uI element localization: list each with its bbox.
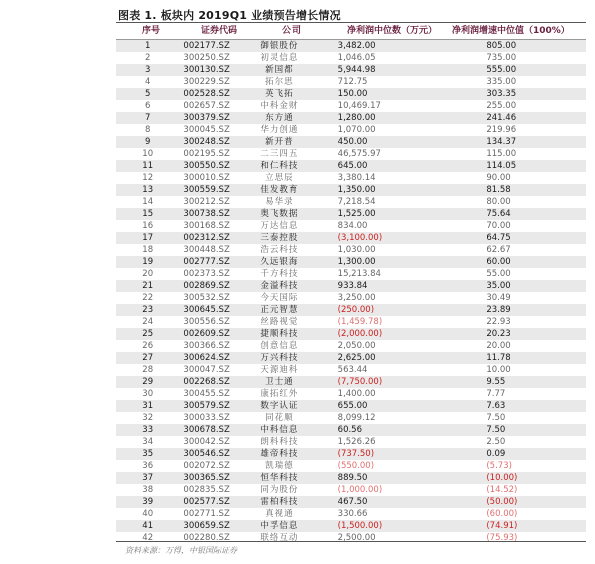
cell-net-profit: (250.00) bbox=[337, 305, 375, 315]
cell-code: 300738.SZ bbox=[183, 209, 230, 219]
cell-company: 立思辰 bbox=[265, 173, 294, 183]
cell-growth: 70.00 bbox=[486, 221, 511, 231]
cell-code: 300624.SZ bbox=[183, 353, 230, 363]
cell-net-profit: (2,000.00) bbox=[337, 329, 383, 339]
cell-code: 002268.SZ bbox=[183, 377, 230, 387]
cell-company: 正元智慧 bbox=[260, 305, 299, 315]
cell-growth: 60.00 bbox=[486, 257, 511, 267]
table-row bbox=[116, 472, 586, 484]
table-row bbox=[116, 520, 586, 532]
cell-net-profit: 5,944.98 bbox=[337, 65, 376, 75]
table-row bbox=[116, 400, 586, 412]
cell-code: 002835.SZ bbox=[183, 485, 230, 495]
cell-net-profit: 1,350.00 bbox=[337, 185, 376, 195]
cell-growth: 90.00 bbox=[486, 173, 511, 183]
cell-growth: 2.50 bbox=[486, 437, 506, 447]
cell-code: 300168.SZ bbox=[183, 221, 230, 231]
cell-growth: 62.67 bbox=[486, 245, 511, 255]
cell-net-profit: 834.00 bbox=[337, 221, 368, 231]
cell-no: 41 bbox=[142, 521, 154, 531]
cell-net-profit: 7,218.54 bbox=[337, 197, 376, 207]
cell-net-profit: 2,625.00 bbox=[337, 353, 376, 363]
cell-net-profit: 1,300.00 bbox=[337, 257, 376, 267]
cell-company: 久远银海 bbox=[260, 257, 299, 267]
cell-growth: (74.91) bbox=[486, 521, 518, 531]
cell-no: 32 bbox=[142, 413, 154, 423]
cell-growth: 7.50 bbox=[486, 413, 506, 423]
cell-company: 凯瑞德 bbox=[265, 461, 294, 471]
table-row bbox=[116, 148, 586, 160]
header-no: 序号 bbox=[141, 26, 160, 36]
cell-no: 26 bbox=[142, 341, 154, 351]
cell-no: 30 bbox=[142, 389, 154, 399]
cell-net-profit: 1,070.00 bbox=[337, 125, 376, 135]
cell-code: 002312.SZ bbox=[183, 233, 230, 243]
header-code: 证券代码 bbox=[200, 26, 237, 36]
cell-company: 中孚信息 bbox=[260, 521, 299, 531]
table-row bbox=[116, 424, 586, 436]
cell-code: 300212.SZ bbox=[183, 197, 230, 207]
cell-code: 300678.SZ bbox=[183, 425, 230, 435]
table-row bbox=[116, 304, 586, 316]
cell-growth: 81.58 bbox=[486, 185, 511, 195]
cell-no: 16 bbox=[142, 221, 154, 231]
cell-code: 300033.SZ bbox=[183, 413, 230, 423]
cell-growth: 22.93 bbox=[486, 317, 511, 327]
cell-code: 300532.SZ bbox=[183, 293, 230, 303]
cell-no: 6 bbox=[144, 101, 151, 111]
cell-growth: 55.00 bbox=[486, 269, 511, 279]
cell-no: 10 bbox=[142, 149, 154, 159]
cell-growth: 115.00 bbox=[486, 149, 517, 159]
cell-growth: 0.09 bbox=[486, 449, 506, 459]
cell-no: 37 bbox=[142, 473, 154, 483]
cell-code: 300550.SZ bbox=[183, 161, 230, 171]
cell-growth: 255.00 bbox=[486, 101, 517, 111]
cell-growth: 219.96 bbox=[486, 125, 517, 135]
header-growth: 净利润增速中位值（100%） bbox=[452, 26, 570, 36]
cell-growth: (5.73) bbox=[486, 461, 512, 471]
table-row bbox=[116, 244, 586, 256]
cell-net-profit: 1,046.05 bbox=[337, 53, 376, 63]
table-row bbox=[116, 328, 586, 340]
cell-company: 华力创通 bbox=[260, 125, 299, 135]
cell-no: 31 bbox=[142, 401, 154, 411]
cell-no: 36 bbox=[142, 461, 154, 471]
cell-no: 38 bbox=[142, 485, 154, 495]
cell-no: 42 bbox=[142, 533, 154, 543]
cell-net-profit: (1,500.00) bbox=[337, 521, 383, 531]
table-row bbox=[116, 508, 586, 520]
cell-code: 002869.SZ bbox=[183, 281, 230, 291]
cell-net-profit: 1,400.00 bbox=[337, 389, 376, 399]
cell-net-profit: (1,000.00) bbox=[337, 485, 383, 495]
cell-code: 300130.SZ bbox=[183, 65, 230, 75]
cell-company: 千方科技 bbox=[260, 269, 299, 279]
cell-company: 拓尔思 bbox=[265, 77, 294, 87]
cell-growth: 64.75 bbox=[486, 233, 511, 243]
table-row bbox=[116, 184, 586, 196]
cell-net-profit: 1,280.00 bbox=[337, 113, 376, 123]
cell-no: 22 bbox=[142, 293, 154, 303]
cell-code: 300366.SZ bbox=[183, 341, 230, 351]
cell-no: 27 bbox=[142, 353, 154, 363]
cell-no: 11 bbox=[142, 161, 154, 171]
cell-code: 002373.SZ bbox=[183, 269, 230, 279]
cell-no: 19 bbox=[142, 257, 154, 267]
cell-growth: (14.52) bbox=[486, 485, 518, 495]
cell-company: 数字认证 bbox=[260, 401, 299, 411]
cell-net-profit: (7,750.00) bbox=[337, 377, 383, 387]
cell-code: 300448.SZ bbox=[183, 245, 230, 255]
cell-growth: 9.55 bbox=[486, 377, 506, 387]
cell-no: 13 bbox=[142, 185, 154, 195]
cell-company: 佳发教育 bbox=[260, 185, 299, 195]
cell-no: 9 bbox=[144, 137, 151, 147]
cell-growth: 20.23 bbox=[486, 329, 511, 339]
cell-no: 17 bbox=[142, 233, 154, 243]
cell-growth: 805.00 bbox=[486, 41, 517, 51]
cell-net-profit: 712.75 bbox=[337, 77, 368, 87]
cell-net-profit: 46,575.97 bbox=[337, 149, 381, 159]
table-row bbox=[116, 220, 586, 232]
cell-net-profit: 655.00 bbox=[337, 401, 368, 411]
table-bottom-rule bbox=[116, 541, 586, 542]
cell-no: 4 bbox=[144, 77, 151, 87]
header-company: 公司 bbox=[281, 26, 302, 36]
cell-no: 8 bbox=[144, 125, 151, 135]
table-row bbox=[116, 388, 586, 400]
cell-code: 002280.SZ bbox=[183, 533, 230, 543]
cell-net-profit: 1,030.00 bbox=[337, 245, 376, 255]
table-row bbox=[116, 160, 586, 172]
cell-company: 中科信息 bbox=[260, 425, 299, 435]
cell-company: 二三四五 bbox=[260, 149, 299, 159]
cell-code: 002577.SZ bbox=[183, 497, 230, 507]
cell-no: 34 bbox=[142, 437, 154, 447]
cell-net-profit: 150.00 bbox=[337, 89, 368, 99]
cell-net-profit: 563.44 bbox=[337, 365, 368, 375]
table-row bbox=[116, 76, 586, 88]
cell-code: 002528.SZ bbox=[183, 89, 230, 99]
table-row bbox=[116, 124, 586, 136]
cell-code: 300010.SZ bbox=[183, 173, 230, 183]
cell-no: 33 bbox=[142, 425, 154, 435]
cell-code: 002195.SZ bbox=[183, 149, 230, 159]
cell-no: 3 bbox=[144, 65, 151, 75]
cell-net-profit: (550.00) bbox=[337, 461, 375, 471]
cell-growth: 35.00 bbox=[486, 281, 511, 291]
cell-company: 恒华科技 bbox=[260, 473, 299, 483]
cell-code: 002177.SZ bbox=[183, 41, 230, 51]
cell-growth: 10.00 bbox=[486, 365, 511, 375]
cell-growth: 134.37 bbox=[486, 137, 517, 147]
cell-code: 002609.SZ bbox=[183, 329, 230, 339]
cell-company: 创意信息 bbox=[260, 341, 299, 351]
cell-code: 300045.SZ bbox=[183, 125, 230, 135]
cell-code: 300248.SZ bbox=[183, 137, 230, 147]
table-row bbox=[116, 256, 586, 268]
cell-company: 奥飞数据 bbox=[260, 209, 299, 219]
cell-no: 12 bbox=[142, 173, 154, 183]
cell-growth: 20.00 bbox=[486, 341, 511, 351]
cell-code: 002771.SZ bbox=[183, 509, 230, 519]
cell-growth: (10.00) bbox=[486, 473, 518, 483]
cell-growth: 735.00 bbox=[486, 53, 517, 63]
cell-company: 英飞拓 bbox=[265, 89, 294, 99]
cell-no: 28 bbox=[142, 365, 154, 375]
table-row bbox=[116, 484, 586, 496]
cell-net-profit: 10,469.17 bbox=[337, 101, 381, 111]
cell-company: 万兴科技 bbox=[260, 353, 299, 363]
cell-company: 新国都 bbox=[265, 65, 294, 75]
cell-code: 300379.SZ bbox=[183, 113, 230, 123]
table-row bbox=[116, 460, 586, 472]
cell-growth: 555.00 bbox=[486, 65, 517, 75]
table-row bbox=[116, 316, 586, 328]
table-body bbox=[116, 40, 586, 544]
cell-company: 天源迪科 bbox=[260, 365, 299, 375]
cell-net-profit: 3,250.00 bbox=[337, 293, 376, 303]
cell-company: 新开普 bbox=[265, 137, 294, 147]
cell-net-profit: 330.66 bbox=[337, 509, 368, 519]
cell-net-profit: 3,482.00 bbox=[337, 41, 376, 51]
cell-code: 300042.SZ bbox=[183, 437, 230, 447]
table-row bbox=[116, 376, 586, 388]
cell-company: 雷柏科技 bbox=[260, 497, 299, 507]
cell-company: 浩云科技 bbox=[260, 245, 299, 255]
cell-growth: (50.00) bbox=[486, 497, 518, 507]
table-row bbox=[116, 40, 586, 52]
table-row bbox=[116, 64, 586, 76]
table-row bbox=[116, 352, 586, 364]
table-row bbox=[116, 436, 586, 448]
table-row bbox=[116, 268, 586, 280]
cell-code: 300229.SZ bbox=[183, 77, 230, 87]
cell-growth: 30.49 bbox=[486, 293, 511, 303]
cell-company: 中科金财 bbox=[260, 101, 299, 111]
forecast-table bbox=[116, 23, 586, 544]
cell-growth: (75.93) bbox=[486, 533, 518, 543]
cell-company: 东方通 bbox=[265, 113, 294, 123]
table-row bbox=[116, 280, 586, 292]
cell-no: 18 bbox=[142, 245, 154, 255]
table-header-row bbox=[116, 23, 586, 40]
cell-net-profit: 645.00 bbox=[337, 161, 368, 171]
table-row bbox=[116, 136, 586, 148]
cell-net-profit: (3,100.00) bbox=[337, 233, 383, 243]
cell-growth: 11.78 bbox=[486, 353, 511, 363]
cell-no: 24 bbox=[142, 317, 154, 327]
cell-no: 7 bbox=[144, 113, 151, 123]
cell-no: 15 bbox=[142, 209, 154, 219]
table-row bbox=[116, 496, 586, 508]
cell-code: 300645.SZ bbox=[183, 305, 230, 315]
cell-growth: 23.89 bbox=[486, 305, 511, 315]
cell-growth: 241.46 bbox=[486, 113, 517, 123]
cell-company: 雄帝科技 bbox=[260, 449, 299, 459]
cell-net-profit: 467.50 bbox=[337, 497, 368, 507]
figure-title: 图表 1. 板块内 2019Q1 业绩预告增长情况 bbox=[118, 9, 341, 22]
cell-no: 23 bbox=[142, 305, 154, 315]
cell-net-profit: (737.50) bbox=[337, 449, 375, 459]
cell-net-profit: 1,526.26 bbox=[337, 437, 376, 447]
cell-code: 002072.SZ bbox=[183, 461, 230, 471]
cell-no: 21 bbox=[142, 281, 154, 291]
cell-net-profit: 450.00 bbox=[337, 137, 368, 147]
header-net-profit: 净利润中位数（万元） bbox=[346, 26, 437, 36]
cell-growth: 114.05 bbox=[486, 161, 517, 171]
cell-code: 300365.SZ bbox=[183, 473, 230, 483]
cell-code: 300546.SZ bbox=[183, 449, 230, 459]
table-row bbox=[116, 208, 586, 220]
cell-growth: 335.00 bbox=[486, 77, 517, 87]
cell-net-profit: 1,525.00 bbox=[337, 209, 376, 219]
cell-company: 康拓红外 bbox=[260, 389, 299, 399]
cell-net-profit: 8,099.12 bbox=[337, 413, 376, 423]
cell-net-profit: 60.56 bbox=[337, 425, 362, 435]
cell-company: 易华录 bbox=[265, 197, 294, 207]
cell-company: 同花顺 bbox=[265, 413, 294, 423]
cell-no: 5 bbox=[144, 89, 151, 99]
cell-company: 卫士通 bbox=[265, 377, 294, 387]
cell-company: 和仁科技 bbox=[260, 161, 299, 171]
cell-code: 300559.SZ bbox=[183, 185, 230, 195]
cell-net-profit: 3,380.14 bbox=[337, 173, 376, 183]
cell-net-profit: 2,500.00 bbox=[337, 533, 376, 543]
table-row bbox=[116, 232, 586, 244]
cell-code: 300455.SZ bbox=[183, 389, 230, 399]
cell-no: 1 bbox=[144, 41, 151, 51]
table-row bbox=[116, 292, 586, 304]
cell-code: 300250.SZ bbox=[183, 53, 230, 63]
cell-company: 御银股份 bbox=[260, 41, 299, 51]
table-row bbox=[116, 100, 586, 112]
table-row bbox=[116, 532, 586, 544]
cell-company: 同为股份 bbox=[260, 485, 299, 495]
cell-company: 三泰控股 bbox=[260, 233, 299, 243]
table-row bbox=[116, 448, 586, 460]
cell-growth: 75.64 bbox=[486, 209, 511, 219]
cell-no: 2 bbox=[144, 53, 151, 63]
cell-net-profit: 889.50 bbox=[337, 473, 368, 483]
cell-company: 真视通 bbox=[265, 509, 294, 519]
cell-company: 联络互动 bbox=[260, 533, 299, 543]
cell-growth: 7.63 bbox=[486, 401, 506, 411]
cell-no: 29 bbox=[142, 377, 154, 387]
cell-net-profit: 2,050.00 bbox=[337, 341, 376, 351]
cell-code: 300659.SZ bbox=[183, 521, 230, 531]
cell-code: 300579.SZ bbox=[183, 401, 230, 411]
cell-company: 初灵信息 bbox=[260, 53, 299, 63]
cell-no: 40 bbox=[142, 509, 154, 519]
table-row bbox=[116, 364, 586, 376]
cell-net-profit: (1,459.78) bbox=[337, 317, 383, 327]
cell-no: 20 bbox=[142, 269, 154, 279]
cell-company: 丝路视觉 bbox=[260, 317, 299, 327]
table-row bbox=[116, 112, 586, 124]
cell-company: 朗科科技 bbox=[260, 437, 299, 447]
table-row bbox=[116, 412, 586, 424]
cell-code: 300047.SZ bbox=[183, 365, 230, 375]
table-row bbox=[116, 52, 586, 64]
cell-net-profit: 933.84 bbox=[337, 281, 368, 291]
cell-code: 002777.SZ bbox=[183, 257, 230, 267]
cell-net-profit: 15,213.84 bbox=[337, 269, 381, 279]
cell-growth: (60.00) bbox=[486, 509, 518, 519]
cell-company: 今天国际 bbox=[260, 293, 299, 303]
cell-code: 300556.SZ bbox=[183, 317, 230, 327]
cell-growth: 7.77 bbox=[486, 389, 506, 399]
cell-growth: 80.00 bbox=[486, 197, 511, 207]
cell-no: 25 bbox=[142, 329, 154, 339]
table-row bbox=[116, 340, 586, 352]
table-row bbox=[116, 172, 586, 184]
cell-growth: 303.35 bbox=[486, 89, 517, 99]
cell-company: 捷顺科技 bbox=[260, 329, 299, 339]
source-note: 资料来源：万得，中银国际证券 bbox=[125, 546, 237, 555]
cell-company: 金溢科技 bbox=[260, 281, 299, 291]
table-row bbox=[116, 196, 586, 208]
table-row bbox=[116, 88, 586, 100]
cell-company: 万达信息 bbox=[260, 221, 299, 231]
cell-no: 35 bbox=[142, 449, 154, 459]
cell-code: 002657.SZ bbox=[183, 101, 230, 111]
cell-no: 39 bbox=[142, 497, 154, 507]
cell-no: 14 bbox=[142, 197, 154, 207]
cell-growth: 7.50 bbox=[486, 425, 506, 435]
